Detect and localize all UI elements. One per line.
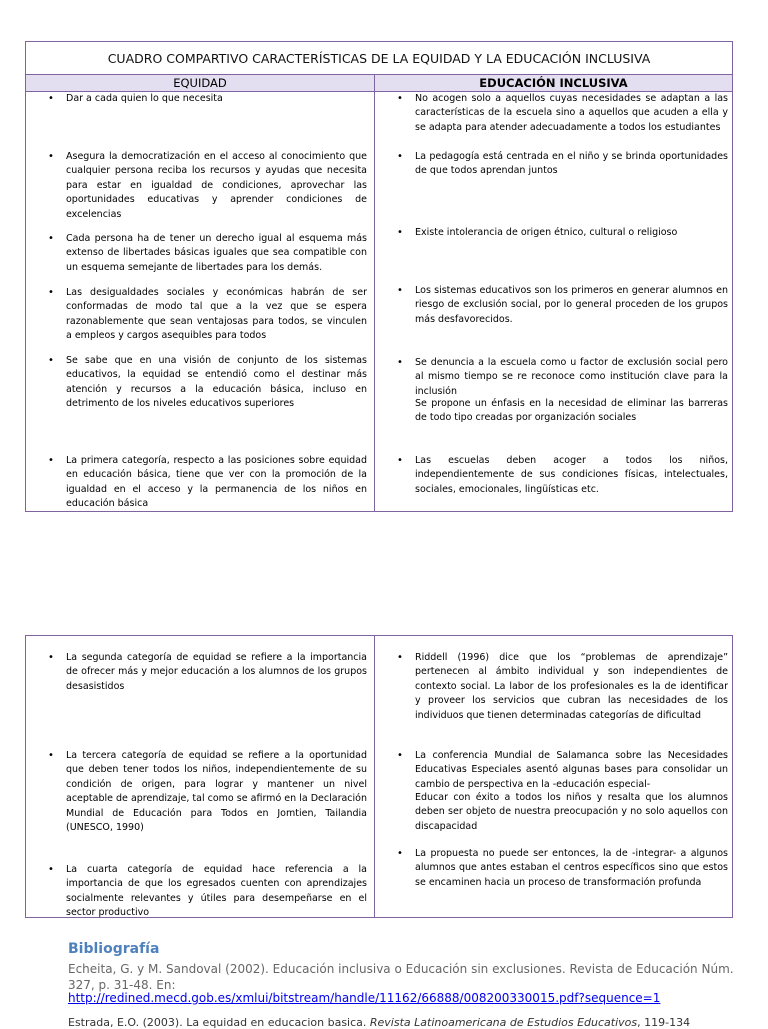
list-item: • Riddell (1996) dice que los “problemas de aprendizaje” pertenecen al ámbito individual y son independientes de contexto social. La labor de los profesionales es la de identificar y proveer los servicios que cubran las necesidades de los individuos que tienen determinadas categorías de dificultad: [415, 651, 728, 723]
list-item: • La segunda categoría de equidad se refiere a la importancia de ofrecer más y mejor educación a los alumnos de los grupos desasistidos: [66, 651, 367, 694]
bibliography-heading: Bibliografía: [68, 941, 160, 957]
list-item-continuation: Se propone un énfasis en la necesidad de eliminar las barreras de todo tipo creadas por organización sociales: [415, 398, 728, 424]
entry-journal: Revista Latinoamericana de Estudios Educativos: [369, 1016, 638, 1029]
educacion-inclusiva-column: [375, 636, 732, 917]
list-item: • No acogen solo a aquellos cuyas necesidades se adaptan a las características de la escuela sino a aquellos que acuden a ella y se adapta para atender adecuadamente a todos los estudiantes: [415, 92, 728, 135]
table-title: CUADRO COMPARTIVO CARACTERÍSTICAS DE LA EQUIDAD Y LA EDUCACIÓN INCLUSIVA: [26, 42, 732, 75]
table-header-row: [26, 75, 732, 92]
entry-author: Estrada, E.O. (2003). La equidad en educacion basica.: [68, 1016, 370, 1029]
list-item: • La cuarta categoría de equidad hace referencia a la importancia de que los egresados cuenten con aprendizajes socialmente relevantes y útiles para desempeñarse en el sector productivo: [66, 863, 367, 921]
entry-pages: , 119-134: [637, 1016, 691, 1029]
bibliography-entry: [68, 1016, 748, 1029]
list-item: • Cada persona ha de tener un derecho igual al esquema más extenso de libertades básicas iguales que sea compatible con un esquema semejante de libertades para los demás.: [66, 232, 367, 275]
bibliography-link[interactable]: http://redined.mecd.gob.es/xmlui/bitstream/handle/11162/66888/008200330015.pdf?sequence=1: [68, 991, 661, 1005]
list-item: • Las desigualdades sociales y económicas habrán de ser conformadas de modo tal que a la vez que se espera razonablemente que sean ventajosas para todos, se vinculen a empleos y cargos asequibles para todos: [66, 286, 367, 344]
list-item: • Las escuelas deben acoger a todos los niños, independientemente de sus condiciones físicas, intelectuales, sociales, emocionales, lingüísticas etc.: [415, 454, 728, 497]
list-item: • La pedagogía está centrada en el niño y se brinda oportunidades de que todos aprendan juntos: [415, 150, 728, 179]
list-item: • Dar a cada quien lo que necesita: [66, 92, 367, 106]
equidad-column: [26, 636, 375, 917]
list-item: • La tercera categoría de equidad se refiere a la oportunidad que deben tener todos los niños, independientemente de su condición de origen, para lograr y mantener un nivel aceptable de aprendizaje, tal como se afirmó en la Declaración Mundial de Educación para Todos en Jomtien, Tailandia (UNESCO, 1990): [66, 749, 367, 835]
list-item: • Se sabe que en una visión de conjunto de los sistemas educativos, la equidad se entendió como el destinar más atención y recursos a la educación básica, incluso en detrimento de los niveles educativos superiores: [66, 354, 367, 412]
list-item: • Existe intolerancia de origen étnico, cultural o religioso: [415, 226, 728, 240]
list-item: • La primera categoría, respecto a las posiciones sobre equidad en educación básica, tiene que ver con la promoción de la igualdad en el acceso y la permanencia de los niños en educación básica: [66, 454, 367, 512]
header-equidad: EQUIDAD: [26, 75, 375, 91]
list-item: • La conferencia Mundial de Salamanca sobre las Necesidades Educativas Especiales asentó algunas bases para consolidar un cambio de perspectiva en la -educación especial-: [415, 749, 728, 792]
educacion-inclusiva-column: [375, 92, 732, 511]
header-educacion-inclusiva: EDUCACIÓN INCLUSIVA: [479, 76, 628, 90]
table-body: [26, 92, 732, 511]
bibliography-entry: Echeita, G. y M. Sandoval (2002). Educación inclusiva o Educación sin exclusiones. Revista de Educación Núm. 327, p. 31-48. En:: [68, 962, 734, 992]
comparison-table-continued: [25, 635, 733, 918]
comparison-table: [25, 41, 733, 512]
table-body: [26, 636, 732, 917]
list-item-continuation: Educar con éxito a todos los niños y resalta que los alumnos deben ser objeto de nuestra preocupación y no solo aquellos con discapacidad: [415, 792, 728, 832]
list-item: • Asegura la democratización en el acceso al conocimiento que cualquier persona reciba los recursos y ayudas que necesita para estar en igualdad de condiciones, aprovechar las oportunidades educativas y aprender condiciones de excelencias: [66, 150, 367, 222]
list-item: • Los sistemas educativos son los primeros en generar alumnos en riesgo de exclusión social, por lo general proceden de los grupos más desfavorecidos.: [415, 284, 728, 327]
list-item: • La propuesta no puede ser entonces, la de -integrar- a algunos alumnos que antes estaban el centros específicos sino que estos se encaminen hacia un proceso de transformación profunda: [415, 847, 728, 890]
list-item: • Se denuncia a la escuela como u factor de exclusión social pero al mismo tiempo se re reconoce como institución clave para la inclusión: [415, 356, 728, 399]
equidad-column: [26, 92, 375, 511]
